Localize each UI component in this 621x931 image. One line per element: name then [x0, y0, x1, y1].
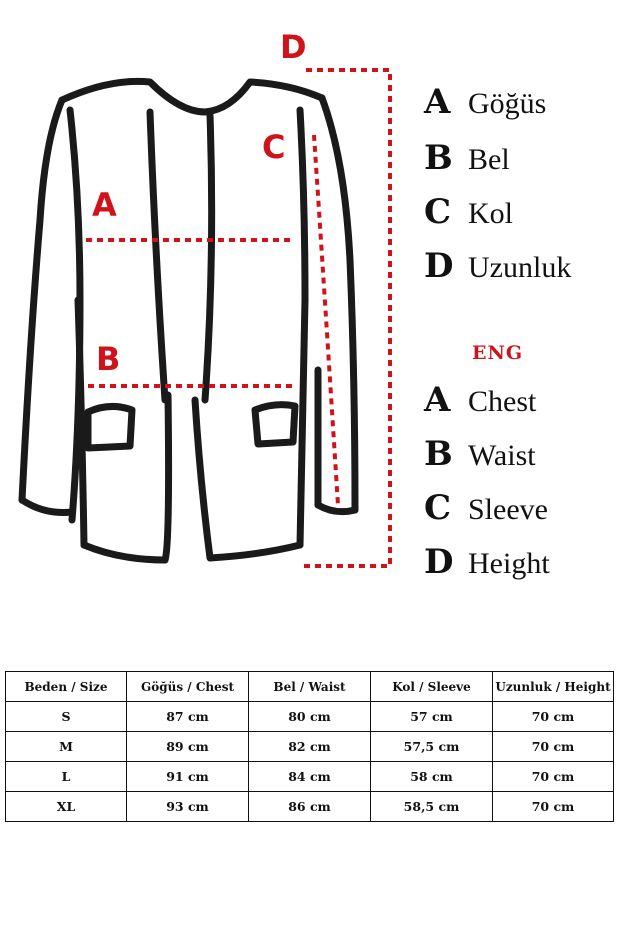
legend-label: Chest	[468, 385, 537, 418]
legend-tr-c	[424, 192, 513, 232]
legend-tr-b	[424, 138, 510, 178]
cell-height: 70 cm	[493, 792, 614, 822]
table-row	[6, 732, 614, 762]
legend-letter: A	[424, 82, 451, 122]
header-size: Beden / Size	[6, 672, 127, 702]
cell-chest: 89 cm	[127, 732, 249, 762]
cell-height: 70 cm	[493, 702, 614, 732]
legend-en-a	[424, 380, 536, 420]
cell-size: M	[6, 732, 127, 762]
table-row	[6, 702, 614, 732]
legend-en-d	[424, 542, 550, 582]
header-height: Uzunluk / Height	[493, 672, 614, 702]
cell-sleeve: 57,5 cm	[371, 732, 493, 762]
measurement-lines	[86, 70, 390, 566]
cell-height: 70 cm	[493, 762, 614, 792]
marker-a: A	[92, 186, 117, 224]
legend-en-c	[424, 488, 548, 528]
cell-waist: 82 cm	[249, 732, 371, 762]
legend-label: Height	[468, 547, 550, 580]
legend-label: Uzunluk	[468, 251, 572, 284]
table-row	[6, 792, 614, 822]
table-row	[6, 762, 614, 792]
legend-label: Kol	[468, 197, 513, 230]
cell-waist: 80 cm	[249, 702, 371, 732]
marker-d: D	[280, 28, 307, 66]
cell-height: 70 cm	[493, 732, 614, 762]
cell-sleeve: 57 cm	[371, 702, 493, 732]
cell-chest: 93 cm	[127, 792, 249, 822]
cell-size: XL	[6, 792, 127, 822]
marker-b: B	[96, 340, 121, 378]
table-header-row	[6, 672, 614, 702]
marker-c: C	[262, 128, 286, 166]
legend-tr-d	[424, 246, 571, 286]
legend-label: Bel	[468, 143, 510, 176]
cell-waist: 86 cm	[249, 792, 371, 822]
header-chest: Göğüs / Chest	[127, 672, 249, 702]
legend-letter: D	[424, 246, 454, 286]
legend-tr-a	[424, 82, 546, 122]
legend-letter: A	[424, 380, 451, 420]
legend-label: Sleeve	[468, 493, 548, 526]
header-sleeve: Kol / Sleeve	[371, 672, 493, 702]
legend-letter: B	[424, 434, 453, 474]
legend-label: Waist	[468, 439, 536, 472]
header-waist: Bel / Waist	[249, 672, 371, 702]
legend-letter: D	[424, 542, 454, 582]
legend-letter: C	[424, 192, 452, 232]
legend-en-b	[424, 434, 536, 474]
legend-label: Göğüs	[468, 87, 547, 120]
cell-chest: 87 cm	[127, 702, 249, 732]
cell-waist: 84 cm	[249, 762, 371, 792]
size-table	[5, 671, 614, 822]
cell-sleeve: 58,5 cm	[371, 792, 493, 822]
cell-size: S	[6, 702, 127, 732]
jacket-outline	[22, 81, 355, 560]
legend-letter: C	[424, 488, 452, 528]
eng-heading: ENG	[472, 342, 524, 364]
legend-letter: B	[424, 138, 453, 178]
cell-size: L	[6, 762, 127, 792]
cell-chest: 91 cm	[127, 762, 249, 792]
cell-sleeve: 58 cm	[371, 762, 493, 792]
